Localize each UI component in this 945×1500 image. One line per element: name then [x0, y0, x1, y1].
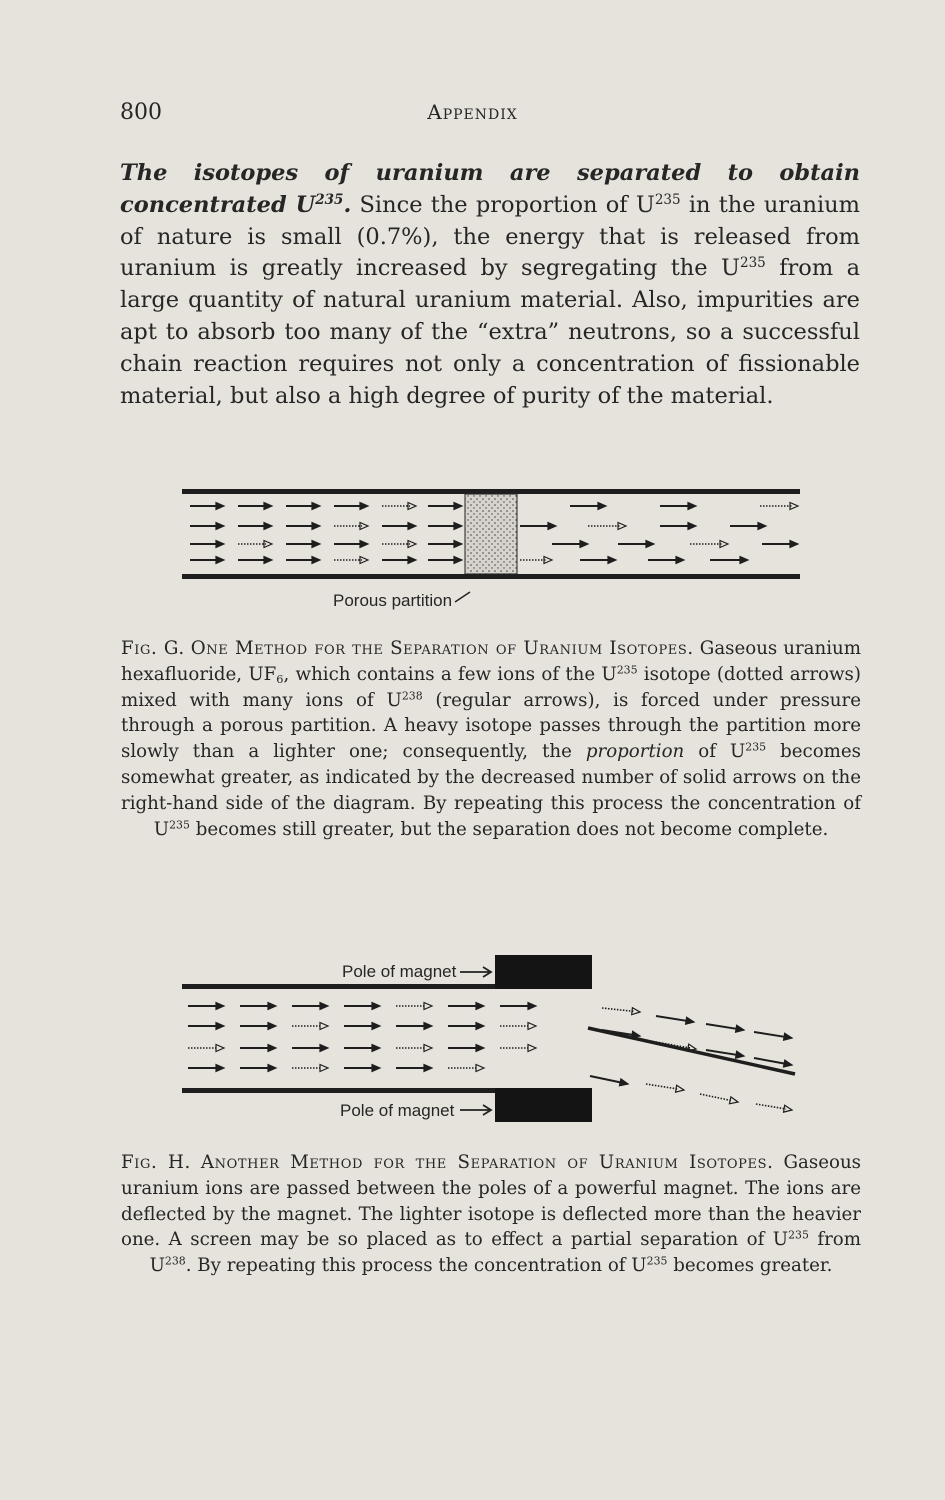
solid-arrow-head	[454, 503, 462, 510]
page-number: 800	[120, 100, 162, 125]
solid-arrow-head	[454, 557, 462, 564]
solid-arrow-head	[476, 1045, 484, 1052]
solid-arrow-head	[216, 541, 224, 548]
solid-arrow-head	[264, 557, 272, 564]
body-paragraph: The isotopes of uranium are separated to obtain concentrated $U^{235}$. Since the proportion of $U^{235}$ in the uranium of nature is small (0.7%), the energy that is released from uranium is greatly increased by segregating the $U^{235}$ from a large quantity of natural uranium material. Also, impurities are apt to absorb too many of the “extra” neutrons, so a successful chain reaction requires not only a concentration of fissionable material, but also a high degree of purity of the material.	[120, 160, 860, 409]
pipe-wall-bottom	[182, 574, 800, 579]
solid-arrow-shaft	[754, 1058, 786, 1064]
solid-arrow-head	[686, 1017, 694, 1024]
solid-arrow-head	[476, 1023, 484, 1030]
solid-arrow-head	[548, 523, 556, 530]
solid-arrow-head	[216, 557, 224, 564]
pole-pointer-top	[460, 967, 491, 977]
solid-arrow-head	[372, 1003, 380, 1010]
solid-arrow-head	[676, 557, 684, 564]
solid-arrow-head	[372, 1045, 380, 1052]
solid-arrow-head	[312, 523, 320, 530]
figure-g-diagram	[170, 480, 810, 620]
solid-arrow-head	[424, 1065, 432, 1072]
dotted-arrow-head	[216, 1045, 224, 1052]
solid-arrow-head	[268, 1023, 276, 1030]
figure-h-caption: Fig. H. Another Method for the Separation of Uranium Isotopes. Gaseous uranium ions are passed between the poles of a powerful magnet. The ions are deflected by the magnet. The lighter isotope is deflected more than the heavier one. A screen may be so placed as to effect a partial separation of $U^{235}$ from $U^{238}$. By repeating this process the concentration of $U^{235}$ becomes greater.	[121, 1152, 861, 1277]
solid-arrow-head	[528, 1003, 536, 1010]
solid-arrow-head	[688, 503, 696, 510]
solid-arrow-head	[372, 1065, 380, 1072]
solid-arrow-head	[360, 541, 368, 548]
solid-arrow-head	[408, 523, 416, 530]
solid-arrow-head	[372, 1023, 380, 1030]
solid-arrow-head	[216, 503, 224, 510]
solid-arrow-head	[688, 523, 696, 530]
solid-arrow-head	[790, 541, 798, 548]
partition-pointer	[455, 592, 470, 602]
magnet-pole-top	[495, 955, 592, 989]
fig-h-arrows	[188, 1003, 792, 1113]
figure-g-svg	[170, 480, 810, 620]
solid-arrow-head	[312, 503, 320, 510]
dotted-arrow-shaft	[646, 1084, 678, 1089]
solid-arrow-head	[216, 523, 224, 530]
dotted-arrow-head	[784, 1105, 792, 1112]
dotted-arrow-head	[320, 1065, 328, 1072]
dotted-arrow-head	[424, 1045, 432, 1052]
dotted-arrow-shaft	[602, 1008, 634, 1011]
solid-arrow-head	[424, 1023, 432, 1030]
solid-arrow-head	[216, 1023, 224, 1030]
solid-arrow-head	[740, 557, 748, 564]
solid-arrow-head	[408, 557, 416, 564]
solid-arrow-head	[454, 523, 462, 530]
solid-arrow-head	[580, 541, 588, 548]
solid-arrow-head	[783, 1060, 792, 1067]
solid-arrow-head	[268, 1003, 276, 1010]
solid-arrow-head	[264, 503, 272, 510]
solid-arrow-head	[454, 541, 462, 548]
solid-arrow-head	[758, 523, 766, 530]
magnet-pole-bottom	[495, 1088, 592, 1122]
solid-arrow-head	[632, 1031, 640, 1038]
solid-arrow-shaft	[706, 1024, 738, 1029]
figure-h-svg	[170, 950, 810, 1130]
solid-arrow-head	[216, 1003, 224, 1010]
solid-arrow-head	[736, 1025, 744, 1032]
dotted-arrow-head	[528, 1023, 536, 1030]
solid-arrow-head	[619, 1079, 628, 1086]
porous-partition-label: Porous partition	[333, 591, 453, 610]
pipe-wall-top	[182, 489, 800, 494]
dotted-arrow-head	[424, 1003, 432, 1010]
solid-arrow-head	[320, 1045, 328, 1052]
solid-arrow-shaft	[656, 1016, 688, 1021]
tube-wall-top	[182, 984, 495, 989]
dotted-arrow-head	[528, 1045, 536, 1052]
pole-label-top: Pole of magnet	[342, 962, 457, 981]
running-head: Appendix	[427, 100, 518, 124]
figure-h-diagram	[170, 950, 810, 1130]
solid-arrow-head	[608, 557, 616, 564]
solid-arrow-head	[268, 1045, 276, 1052]
pole-pointer-bottom	[460, 1105, 491, 1115]
solid-arrow-head	[320, 1003, 328, 1010]
solid-arrow-head	[646, 541, 654, 548]
solid-arrow-head	[736, 1051, 744, 1058]
solid-arrow-head	[784, 1033, 792, 1040]
dotted-arrow-shaft	[700, 1094, 732, 1101]
porous-partition	[465, 494, 517, 574]
solid-arrow-head	[360, 503, 368, 510]
solid-arrow-head	[312, 541, 320, 548]
solid-arrow-head	[268, 1065, 276, 1072]
solid-arrow-head	[312, 557, 320, 564]
pole-label-bottom: Pole of magnet	[340, 1101, 455, 1120]
dotted-arrow-head	[476, 1065, 484, 1072]
dotted-arrow-head	[320, 1023, 328, 1030]
solid-arrow-shaft	[754, 1032, 786, 1037]
separation-screen	[588, 1028, 795, 1074]
figure-g-caption: Fig. G. One Method for the Separation of Uranium Isotopes. Gaseous uranium hexafluoride, $UF_6$, which contains a few ions of the $U^{235}$ isotope (dotted arrows) mixed with many ions of $U^{238}$ (regular arrows), is forced under pressure through a porous partition. A heavy isotope passes through the partition more slowly than a lighter one; consequently, the proportion of $U^{235}$ becomes somewhat greater, as indicated by the decreased number of solid arrows on the right-hand side of the diagram. By repeating this process the concentration of $U^{235}$ becomes still greater, but the separation does not become complete.	[121, 638, 862, 840]
solid-arrow-head	[598, 503, 606, 510]
solid-arrow-head	[264, 523, 272, 530]
dotted-arrow-head	[729, 1097, 738, 1104]
solid-arrow-head	[216, 1065, 224, 1072]
lead-emphasis: The isotopes of uranium are separated to obtain concentrated $U^{235}$.	[120, 160, 860, 218]
dotted-arrow-shaft	[756, 1104, 786, 1109]
tube-wall-bottom	[182, 1088, 495, 1093]
solid-arrow-shaft	[590, 1076, 622, 1083]
solid-arrow-head	[476, 1003, 484, 1010]
